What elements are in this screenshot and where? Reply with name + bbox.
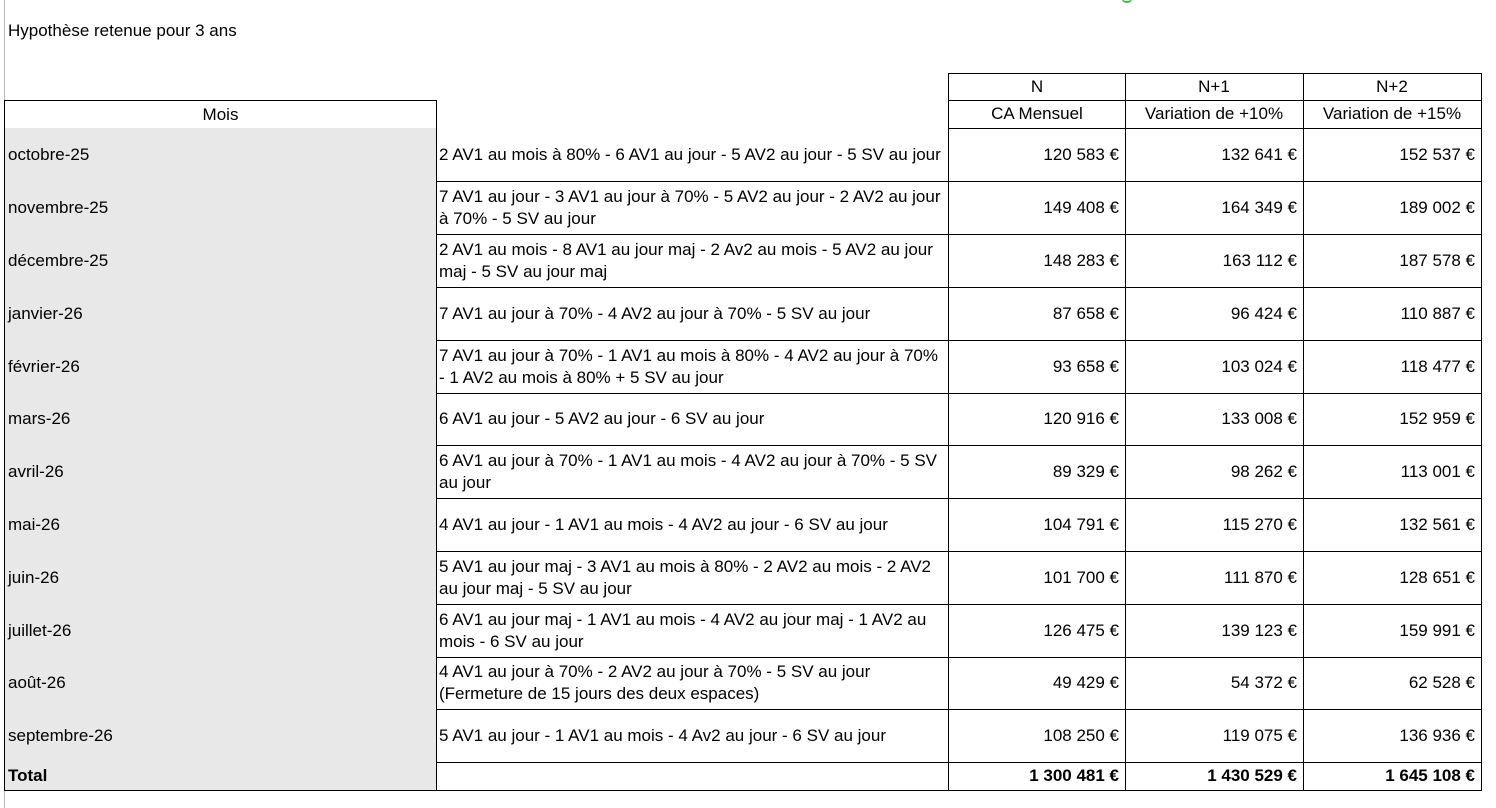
description-cell: 2 AV1 au mois - 8 AV1 au jour maj - 2 Av2 au mois - 5 AV2 au jour maj - 5 SV au jour maj [436,234,949,288]
variation-10-cell: 133 008 € [1125,393,1304,446]
description-cell: 6 AV1 au jour maj - 1 AV1 au mois - 4 AV2 au jour maj - 1 AV2 au mois - 6 SV au jour [436,604,949,658]
month-cell: mars-26 [4,393,437,446]
variation-10-cell: 96 424 € [1125,287,1304,341]
description-cell: 6 AV1 au jour - 5 AV2 au jour - 6 SV au jour [436,393,949,446]
month-cell: juin-26 [4,551,437,605]
month-cell: août-26 [4,657,437,710]
variation-10-cell: 119 075 € [1125,709,1304,763]
variation-10-cell: 103 024 € [1125,340,1304,394]
month-cell: juillet-26 [4,604,437,658]
ca-mensuel-cell: 108 250 € [948,709,1126,763]
variation-15-cell: 62 528 € [1303,657,1482,710]
ca-mensuel-cell: 49 429 € [948,657,1126,710]
ca-mensuel-cell: 104 791 € [948,498,1126,552]
total-empty-cell [436,762,949,791]
variation-10-cell: 132 641 € [1125,128,1304,182]
ca-mensuel-cell: 149 408 € [948,181,1126,235]
variation-15-cell: 128 651 € [1303,551,1482,605]
variation-10-cell: 111 870 € [1125,551,1304,605]
variation-10-cell: 98 262 € [1125,445,1304,499]
month-cell: décembre-25 [4,234,437,288]
variation-15-cell: 118 477 € [1303,340,1482,394]
variation-15-cell: 152 959 € [1303,393,1482,446]
description-cell: 5 AV1 au jour - 1 AV1 au mois - 4 Av2 au jour - 6 SV au jour [436,709,949,763]
variation-15-cell: 187 578 € [1303,234,1482,288]
subheader-variation-15: Variation de +15% [1303,100,1482,129]
month-cell: mai-26 [4,498,437,552]
description-cell: 7 AV1 au jour - 3 AV1 au jour à 70% - 5 AV2 au jour - 2 AV2 au jour à 70% - 5 SV au jour [436,181,949,235]
year-header-n2: N+2 [1303,73,1482,101]
month-cell: février-26 [4,340,437,394]
description-cell: 7 AV1 au jour à 70% - 1 AV1 au mois à 80% - 4 AV2 au jour à 70% - 1 AV2 au mois à 80% + 5 SV au jour [436,340,949,394]
description-cell: 6 AV1 au jour à 70% - 1 AV1 au mois - 4 AV2 au jour à 70% - 5 SV au jour [436,445,949,499]
ca-mensuel-cell: 89 329 € [948,445,1126,499]
variation-10-cell: 163 112 € [1125,234,1304,288]
year-header-n1: N+1 [1125,73,1304,101]
month-column-header: Mois [4,100,437,129]
variation-15-cell: 132 561 € [1303,498,1482,552]
ca-mensuel-cell: 120 583 € [948,128,1126,182]
variation-10-cell: 139 123 € [1125,604,1304,658]
variation-10-cell: 54 372 € [1125,657,1304,710]
ca-mensuel-cell: 93 658 € [948,340,1126,394]
description-cell: 4 AV1 au jour - 1 AV1 au mois - 4 AV2 au jour - 6 SV au jour [436,498,949,552]
total-ca-mensuel: 1 300 481 € [948,762,1126,791]
variation-15-cell: 189 002 € [1303,181,1482,235]
variation-15-cell: 136 936 € [1303,709,1482,763]
year-header-n: N [948,73,1126,101]
variation-10-cell: 164 349 € [1125,181,1304,235]
variation-15-cell: 159 991 € [1303,604,1482,658]
description-cell: 2 AV1 au mois à 80% - 6 AV1 au jour - 5 AV2 au jour - 5 SV au jour [436,128,949,182]
description-cell: 4 AV1 au jour à 70% - 2 AV2 au jour à 70% - 5 SV au jour (Fermeture de 15 jours des deux espaces) [436,657,949,710]
variation-15-cell: 113 001 € [1303,445,1482,499]
ca-mensuel-cell: 120 916 € [948,393,1126,446]
description-cell: 5 AV1 au jour maj - 3 AV1 au mois à 80% - 2 AV2 au mois - 2 AV2 au jour maj - 5 SV au jour [436,551,949,605]
ca-mensuel-cell: 126 475 € [948,604,1126,658]
green-mark [1121,0,1133,3]
variation-10-cell: 115 270 € [1125,498,1304,552]
description-cell: 7 AV1 au jour à 70% - 4 AV2 au jour à 70% - 5 SV au jour [436,287,949,341]
total-variation-10: 1 430 529 € [1125,762,1304,791]
page-title: Hypothèse retenue pour 3 ans [8,21,237,40]
subheader-variation-10: Variation de +10% [1125,100,1304,129]
month-cell: novembre-25 [4,181,437,235]
month-cell: avril-26 [4,445,437,499]
month-cell: septembre-26 [4,709,437,763]
month-cell: octobre-25 [4,128,437,182]
ca-mensuel-cell: 101 700 € [948,551,1126,605]
subheader-ca-mensuel: CA Mensuel [948,100,1126,129]
variation-15-cell: 110 887 € [1303,287,1482,341]
total-variation-15: 1 645 108 € [1303,762,1482,791]
month-cell: janvier-26 [4,287,437,341]
total-label: Total [4,762,437,791]
variation-15-cell: 152 537 € [1303,128,1482,182]
ca-mensuel-cell: 87 658 € [948,287,1126,341]
ca-mensuel-cell: 148 283 € [948,234,1126,288]
